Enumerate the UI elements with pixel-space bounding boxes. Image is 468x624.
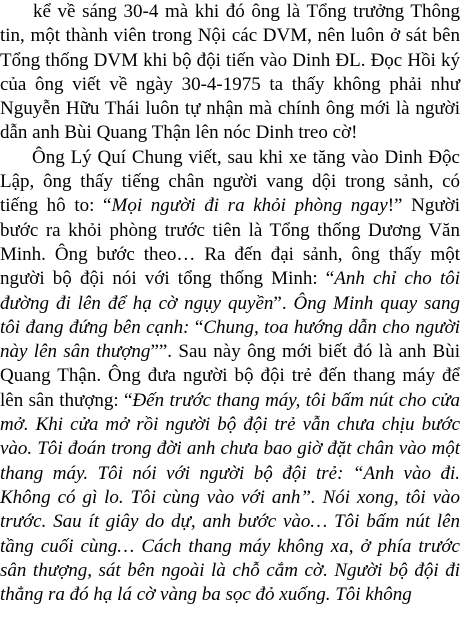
paragraph-2-text-2: !” Người bước ra khỏi phòng trước tiên là Tổng thống Dương Văn Minh. Ông bước theo… Ra đến đại sảnh, ông thấy một người bộ đội nói với tổng thống Minh: “	[0, 195, 460, 290]
paragraph-2-text-5: ””. Sau này ông mới biết đó là anh Bùi Quang Thận. Ông đưa người bộ đội trẻ đến thang máy để lên sân thượng: “	[0, 341, 460, 411]
paragraph-2-quote-2: Anh chỉ cho tôi đường đi lên để hạ cờ ngụy quyền	[0, 268, 461, 314]
paragraph-2-quote-1: Mọi người đi ra khỏi phòng ngay	[111, 195, 388, 217]
paragraph-1-text: kể về sáng 30-4 mà khi đó ông là Tổng trưởng Thông tin, một thành viên trong Nội các DVM, nên luôn ở sát bên Tổng thống DVM khi bộ đội tiến vào Dinh ĐL. Đọc Hồi ký của ông viết về ngày 30-4-1975 ta thấy không phải như Nguyễn Hữu Thái luôn tự nhận mà chính ông mới là người dẫn anh Bùi Quang Thận lên nóc Dinh treo cờ!	[0, 1, 460, 144]
paragraph-2	[0, 146, 460, 608]
paragraph-2-quote-4: Chung, toa hướng dẫn cho người này lên sân thượng	[0, 316, 460, 363]
paragraph-2-text-1: Ông Lý Quí Chung viết, sau khi xe tăng vào Dinh Độc Lập, ông thấy tiếng chân người vang dội trong sảnh, có tiếng hô to: “	[0, 146, 460, 217]
paragraph-2-quote-3: Ông Minh quay sang tôi đang đứng bên cạnh:	[0, 292, 460, 338]
paragraph-2-text-3: ”.	[273, 292, 294, 314]
paragraph-2-quote-5: Đến trước thang máy, tôi bấm nút cho cửa mở. Khi cửa mở rồi người bộ đội trẻ vẫn chưa chịu bước vào. Tôi đoán trong đời anh chưa bao giờ đặt chân vào một thang máy. Tôi nói với người bộ đội trẻ: “Anh vào đi. Không có gì lo. Tôi cùng vào với anh”. Nói xong, tôi vào trước. Sau ít giây do dự, anh bước vào… Tôi bấm nút lên tầng cuối cùng… Cách thang máy không xa, ở phía trước sân thượng, sát bên ngoài là chỗ cắm cờ. Người bộ đội đi thẳng ra đó hạ lá cờ vàng ba sọc đỏ xuống. Tôi không	[0, 389, 461, 606]
paragraph-2-text-4: “	[189, 316, 204, 338]
paragraph-1	[0, 0, 460, 146]
